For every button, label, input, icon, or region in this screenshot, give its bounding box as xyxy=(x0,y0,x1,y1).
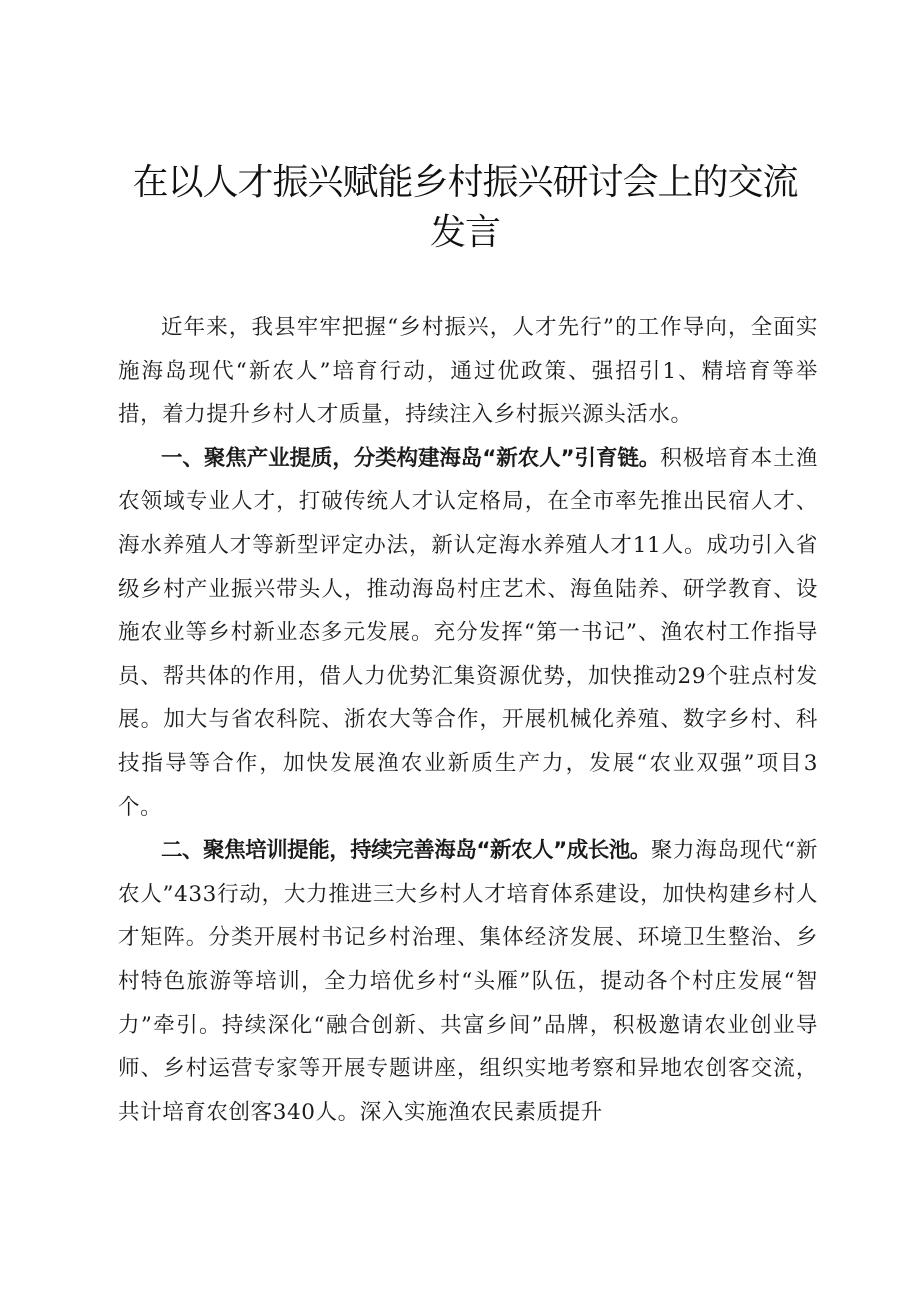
document-body xyxy=(118,306,818,1134)
document-title: 在以人才振兴赋能乡村振兴研讨会上的交流发言 xyxy=(132,162,798,253)
section-heading: 一、聚焦产业提质，分类构建海岛“新农人”引育链。 xyxy=(161,445,661,471)
paragraph-text: 近年来，我县牢牢把握“乡村振兴，人才先行”的工作导向，全面实施海岛现代“新农人”培育行动，通过优政策、强招引1、精培育等举措，着力提升乡村人才质量，持续注入乡村振兴源头活水。 xyxy=(118,315,818,428)
section-two-paragraph xyxy=(118,829,818,1134)
paragraph-text: 积极培育本土渔农领域专业人才，打破传统人才认定格局，在全市率先推出民宿人才、海水养殖人才等新型评定办法，新认定海水养殖人才11人。成功引入省级乡村产业振兴带头人，推动海岛村庄艺术、海鱼陆养、研学教育、设施农业等乡村新业态多元发展。充分发挥“第一书记”、渔农村工作指导员、帮共体的作用，借人力优势汇集资源优势，加快推动29个驻点村发展。加大与省农科院、浙农大等合作，开展机械化养殖、数字乡村、科技指导等合作，加快发展渔农业新质生产力，发展“农业双强”项目3个。 xyxy=(118,445,818,820)
paragraph-text: 聚力海岛现代“新农人”433行动，大力推进三大乡村人才培育体系建设，加快构建乡村人才矩阵。分类开展村书记乡村治理、集体经济发展、环境卫生整治、乡村特色旅游等培训，全力培优乡村“头雁”队伍，提动各个村庄发展“智力”牵引。持续深化“融合创新、共富乡间”品牌，积极邀请农业创业导师、乡村运营专家等开展专题讲座，组织实地考察和异地农创客交流，共计培育农创客340人。深入实施渔农民素质提升 xyxy=(118,838,818,1125)
section-one-paragraph xyxy=(118,437,818,829)
section-heading: 二、聚焦培训提能，持续完善海岛“新农人”成长池。 xyxy=(161,838,651,864)
intro-paragraph xyxy=(118,306,818,437)
